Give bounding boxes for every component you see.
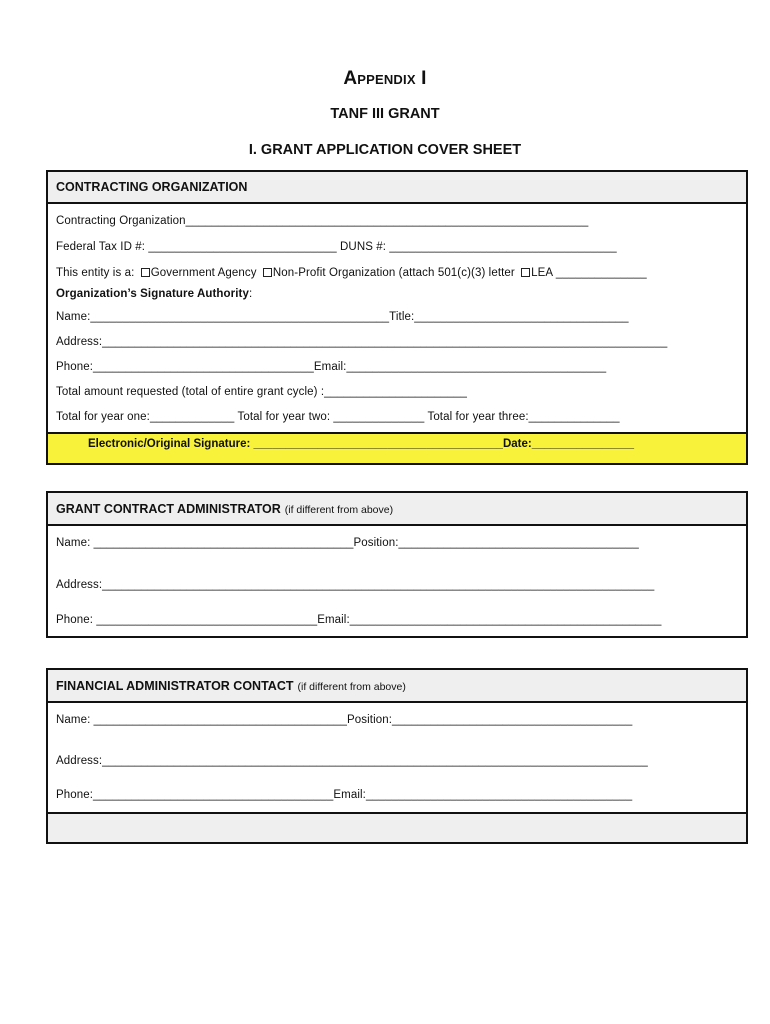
lea-checkbox[interactable] (521, 268, 530, 277)
signature-authority-text: Organization’s Signature Authority (56, 288, 249, 300)
financial-footer-bar (48, 812, 746, 842)
total-amount-requested-field[interactable]: Total amount requested (total of entire grant cycle) :______________________ (56, 386, 468, 398)
entity-type-label: This entity is a: (56, 267, 138, 279)
grant-contract-administrator-section (46, 491, 748, 638)
administrator-phone-email-field[interactable]: Phone: __________________________________Email:________________________________________________ (56, 614, 662, 626)
non-profit-label: Non-Profit Organization (attach 501(c)(3) letter (272, 267, 519, 279)
financial-heading (48, 670, 746, 703)
section-heading-text: GRANT CONTRACT ADMINISTRATOR (56, 502, 281, 516)
government-agency-checkbox[interactable] (141, 268, 150, 277)
administrator-address-field[interactable]: Address:_____________________________________________________________________________________ (56, 579, 655, 591)
section-heading-note: (if different from above) (297, 681, 406, 693)
authority-phone-email-field[interactable]: Phone:__________________________________Email:________________________________________ (56, 361, 607, 373)
lea-label[interactable]: LEA ______________ (531, 267, 647, 279)
signature-authority-label (56, 288, 252, 300)
administrator-heading (48, 493, 746, 526)
financial-name-position-field[interactable]: Name: _______________________________________Position:_____________________________________ (56, 714, 633, 726)
financial-administrator-section (46, 668, 748, 844)
entity-type-row (56, 267, 647, 279)
authority-address-field[interactable]: Address:_______________________________________________________________________________________ (56, 336, 668, 348)
financial-address-field[interactable]: Address:____________________________________________________________________________________ (56, 755, 648, 767)
financial-phone-email-field[interactable]: Phone:_____________________________________Email:_________________________________________ (56, 789, 633, 801)
non-profit-checkbox[interactable] (263, 268, 272, 277)
authority-name-title-field[interactable]: Name:______________________________________________Title:_________________________________ (56, 311, 629, 323)
administrator-name-position-field[interactable]: Name: ________________________________________Position:_____________________________________ (56, 537, 639, 549)
contracting-organization-section (46, 170, 748, 465)
appendix-title: Appendix I (343, 68, 427, 89)
section-heading-text: CONTRACTING ORGANIZATION (56, 180, 248, 194)
section-heading-text: FINANCIAL ADMINISTRATOR CONTACT (56, 679, 294, 693)
yearly-totals-field[interactable]: Total for year one:_____________ Total for year two: ______________ Total for year three:______________ (56, 411, 620, 423)
signature-authority-colon: : (248, 288, 253, 300)
cover-sheet-title: I. GRANT APPLICATION COVER SHEET (248, 142, 522, 158)
government-agency-label: Government Agency (150, 267, 260, 279)
contracting-organization-heading (48, 172, 746, 204)
contracting-organization-field[interactable]: Contracting Organization______________________________________________________________ (56, 215, 589, 227)
signature-date-field[interactable]: Electronic/Original Signature: _______________________________________Date:________________ (88, 438, 635, 450)
signature-band (48, 432, 746, 463)
section-heading-note: (if different from above) (284, 504, 394, 516)
grant-title: TANF III GRANT (330, 106, 440, 122)
tax-id-duns-field[interactable]: Federal Tax ID #: _____________________________ DUNS #: ___________________________________ (56, 241, 617, 253)
